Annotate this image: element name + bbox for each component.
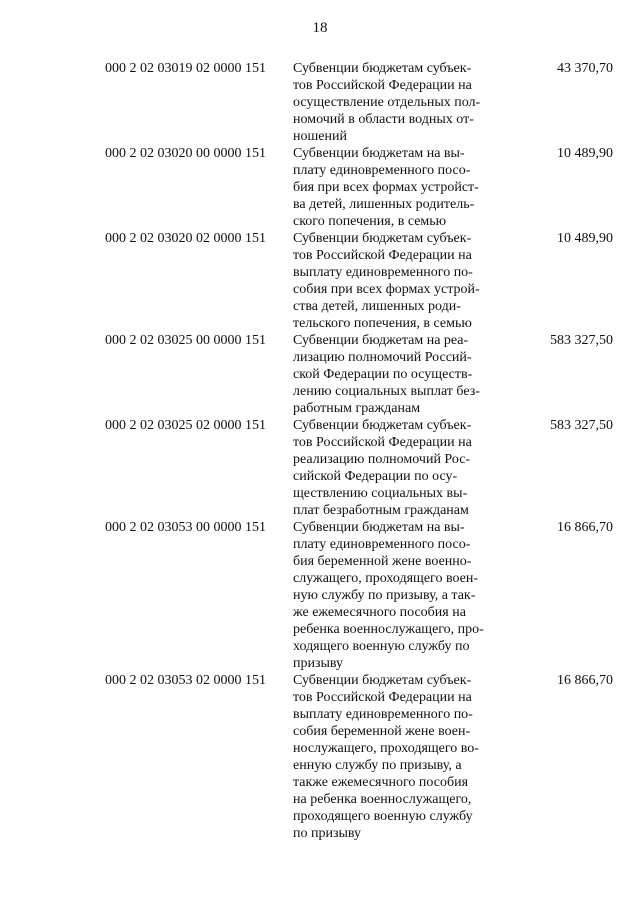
description-line: осуществление отдельных пол- — [293, 95, 481, 110]
budget-table — [0, 60, 640, 842]
budget-code: 000 2 02 03020 00 0000 151 — [105, 146, 266, 161]
budget-amount: 583 327,50 — [550, 418, 613, 433]
description-line: плату единовременного посо- — [293, 163, 471, 178]
budget-description — [293, 519, 498, 672]
description-line: Субвенции бюджетам на вы- — [293, 146, 465, 161]
budget-description — [293, 417, 498, 519]
description-line: тов Российской Федерации на — [293, 435, 472, 450]
table-row — [0, 230, 640, 332]
description-line: Субвенции бюджетам субъек- — [293, 231, 472, 246]
page-number: 18 — [312, 20, 328, 36]
budget-amount: 16 866,70 — [557, 673, 613, 688]
description-line: тов Российской Федерации на — [293, 78, 472, 93]
table-row — [0, 417, 640, 519]
description-line: реализацию полномочий Рос- — [293, 452, 471, 467]
description-line: ской Федерации по осуществ- — [293, 367, 473, 382]
budget-description — [293, 145, 498, 230]
description-line: Субвенции бюджетам субъек- — [293, 418, 472, 433]
description-line: лению социальных выплат без- — [293, 384, 480, 399]
description-line: ского попечения, в семью — [293, 214, 447, 229]
description-line: выплату единовременного по- — [293, 707, 473, 722]
description-line: на ребенка военнослужащего, — [293, 792, 472, 807]
description-line: проходящего военную службу — [293, 809, 473, 824]
table-row — [0, 672, 640, 842]
budget-description — [293, 332, 498, 417]
description-line: Субвенции бюджетам на вы- — [293, 520, 465, 535]
table-row — [0, 519, 640, 672]
budget-code: 000 2 02 03020 02 0000 151 — [105, 231, 266, 246]
description-line: по призыву — [293, 826, 362, 841]
budget-amount: 16 866,70 — [557, 520, 613, 535]
budget-code: 000 2 02 03025 00 0000 151 — [105, 333, 266, 348]
description-line: ществлению социальных вы- — [293, 486, 468, 501]
description-line: ства детей, лишенных роди- — [293, 299, 461, 314]
budget-code: 000 2 02 03019 02 0000 151 — [105, 61, 266, 76]
budget-amount: 43 370,70 — [557, 61, 613, 76]
budget-amount: 10 489,90 — [557, 146, 613, 161]
description-line: нослужащего, проходящего во- — [293, 741, 479, 756]
description-line: служащего, проходящего воен- — [293, 571, 479, 586]
description-line: же ежемесячного пособия на — [293, 605, 466, 620]
budget-description — [293, 230, 498, 332]
description-line: плату единовременного посо- — [293, 537, 471, 552]
description-line: собия беременной жене воен- — [293, 724, 471, 739]
description-line: бия при всех формах устройст- — [293, 180, 479, 195]
description-line: ходящего военную службу по — [293, 639, 470, 654]
table-row — [0, 145, 640, 230]
budget-code: 000 2 02 03053 00 0000 151 — [105, 520, 266, 535]
description-line: енную службу по призыву, а — [293, 758, 462, 773]
description-line: ва детей, лишенных родитель- — [293, 197, 475, 212]
description-line: собия при всех формах устрой- — [293, 282, 480, 297]
table-row — [0, 332, 640, 417]
description-line: тельского попечения, в семью — [293, 316, 472, 331]
description-line: лизацию полномочий Россий- — [293, 350, 472, 365]
table-row — [0, 60, 640, 145]
description-line: ребенка военнослужащего, про- — [293, 622, 484, 637]
description-line: ную службу по призыву, а так- — [293, 588, 476, 603]
description-line: тов Российской Федерации на — [293, 248, 472, 263]
description-line: сийской Федерации по осу- — [293, 469, 458, 484]
budget-amount: 10 489,90 — [557, 231, 613, 246]
description-line: плат безработным гражданам — [293, 503, 469, 518]
description-line: тов Российской Федерации на — [293, 690, 472, 705]
budget-description — [293, 60, 498, 145]
description-line: бия беременной жене военно- — [293, 554, 472, 569]
description-line: номочий в области водных от- — [293, 112, 474, 127]
description-line: призыву — [293, 656, 344, 671]
budget-code: 000 2 02 03053 02 0000 151 — [105, 673, 266, 688]
budget-amount: 583 327,50 — [550, 333, 613, 348]
description-line: Субвенции бюджетам субъек- — [293, 61, 472, 76]
budget-description — [293, 672, 498, 842]
description-line: также ежемесячного пособия — [293, 775, 469, 790]
description-line: ношений — [293, 129, 347, 144]
budget-code: 000 2 02 03025 02 0000 151 — [105, 418, 266, 433]
description-line: Субвенции бюджетам на реа- — [293, 333, 469, 348]
description-line: выплату единовременного по- — [293, 265, 473, 280]
description-line: работным гражданам — [293, 401, 421, 416]
description-line: Субвенции бюджетам субъек- — [293, 673, 472, 688]
